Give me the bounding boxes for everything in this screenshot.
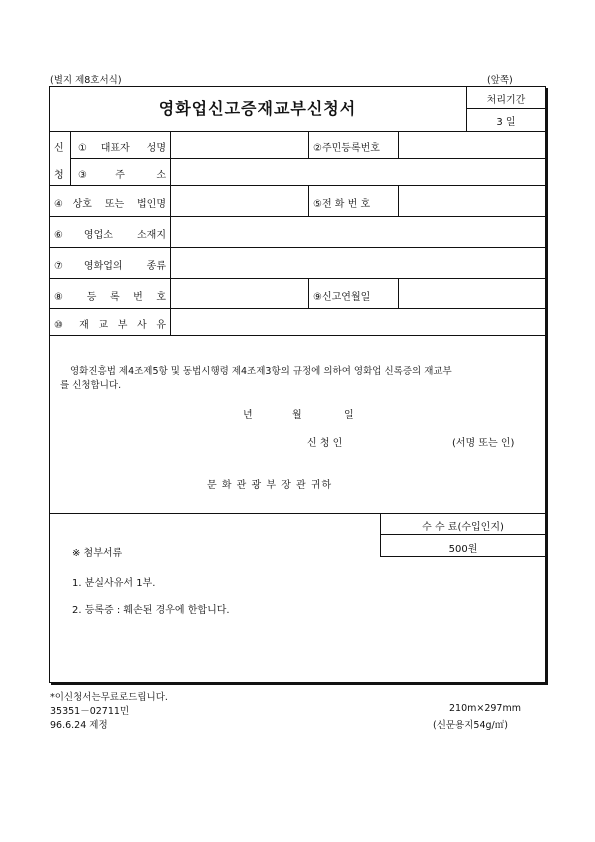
signature-label: (서명 또는 인) xyxy=(452,438,515,449)
representative-name-label: ①대표자 성명 xyxy=(78,143,166,154)
date-year-label: 년 xyxy=(243,410,253,421)
date-month-label: 월 xyxy=(292,410,302,421)
reissue-reason-label: ⑩ 재 교 부 사 유 xyxy=(54,320,166,331)
col-line xyxy=(308,185,309,216)
addressee: 문 화 관 광 부 장 관 귀하 xyxy=(207,480,333,491)
frame-shadow-right xyxy=(546,88,548,685)
fee-value: 500원 xyxy=(448,544,478,555)
row-line xyxy=(49,335,546,336)
report-date-label: ⑨신고연월일 xyxy=(313,292,371,303)
applicant-label: 신 청 인 xyxy=(307,438,343,449)
attachment-item-2: 2. 등록증 : 훼손된 경우에 한합니다. xyxy=(72,605,230,616)
footer-date: 96.6.24 제정 xyxy=(50,720,108,731)
attachment-item-1: 1. 분실사유서 1부. xyxy=(72,578,156,589)
col-line xyxy=(70,131,71,185)
reissue-reason-field[interactable] xyxy=(171,309,546,335)
fee-label: 수 수 료(수입인지) xyxy=(422,522,504,533)
business-name-label: ④상호 또는 법인명 xyxy=(54,199,166,210)
address-label: ③주 소 xyxy=(78,170,166,181)
phone-field[interactable] xyxy=(399,186,546,216)
processing-label: 처리기간 xyxy=(486,95,526,106)
office-location-field[interactable] xyxy=(171,217,546,247)
form-number: (별지 제8호서식) xyxy=(50,75,122,86)
resident-number-label: ②주민등록번호 xyxy=(313,143,380,154)
representative-name-field[interactable] xyxy=(171,132,308,158)
report-date-field[interactable] xyxy=(399,279,546,308)
phone-label: ⑤전 화 번 호 xyxy=(313,199,371,210)
footer-code: 35351－02711민 xyxy=(50,706,130,717)
registration-number-label: ⑧ 등 록 번 호 xyxy=(54,292,166,303)
statement-line-2: 를 신청합니다. xyxy=(60,380,122,391)
address-field[interactable] xyxy=(171,159,546,185)
footer-note: *이신청서는무료로드립니다. xyxy=(50,692,168,703)
page-title: 영화업신고증재교부신청서 xyxy=(158,99,357,118)
registration-number-field[interactable] xyxy=(171,279,308,308)
processing-divider xyxy=(466,108,546,109)
business-type-label: ⑦영화업의 종류 xyxy=(54,261,166,272)
footer-paper: (신문용지54g/㎡) xyxy=(433,720,508,731)
applicant-group-label-2: 청 xyxy=(54,170,64,181)
section-line xyxy=(49,513,546,514)
footer-size: 210m×297mm xyxy=(449,703,521,714)
col-line xyxy=(308,278,309,308)
frame-shadow-bottom xyxy=(51,683,548,685)
col-line xyxy=(308,131,309,158)
business-name-field[interactable] xyxy=(171,186,308,216)
office-location-label: ⑥영업소 소재지 xyxy=(54,230,166,241)
resident-number-field[interactable] xyxy=(399,132,546,158)
fee-row-line xyxy=(380,534,546,535)
fee-row-line xyxy=(380,556,546,557)
statement-line-1: 영화진흥법 제4조제5항 및 동법시행령 제4조제3항의 규정에 의하여 영화업 신록증의 재교부 xyxy=(70,366,452,377)
processing-value: 3 일 xyxy=(496,117,516,128)
attachments-heading: ※ 첨부서류 xyxy=(72,548,123,559)
page-side-label: (앞쪽) xyxy=(487,75,513,86)
applicant-group-label-1: 신 xyxy=(54,143,64,154)
date-day-label: 일 xyxy=(344,410,354,421)
business-type-field[interactable] xyxy=(171,248,546,278)
